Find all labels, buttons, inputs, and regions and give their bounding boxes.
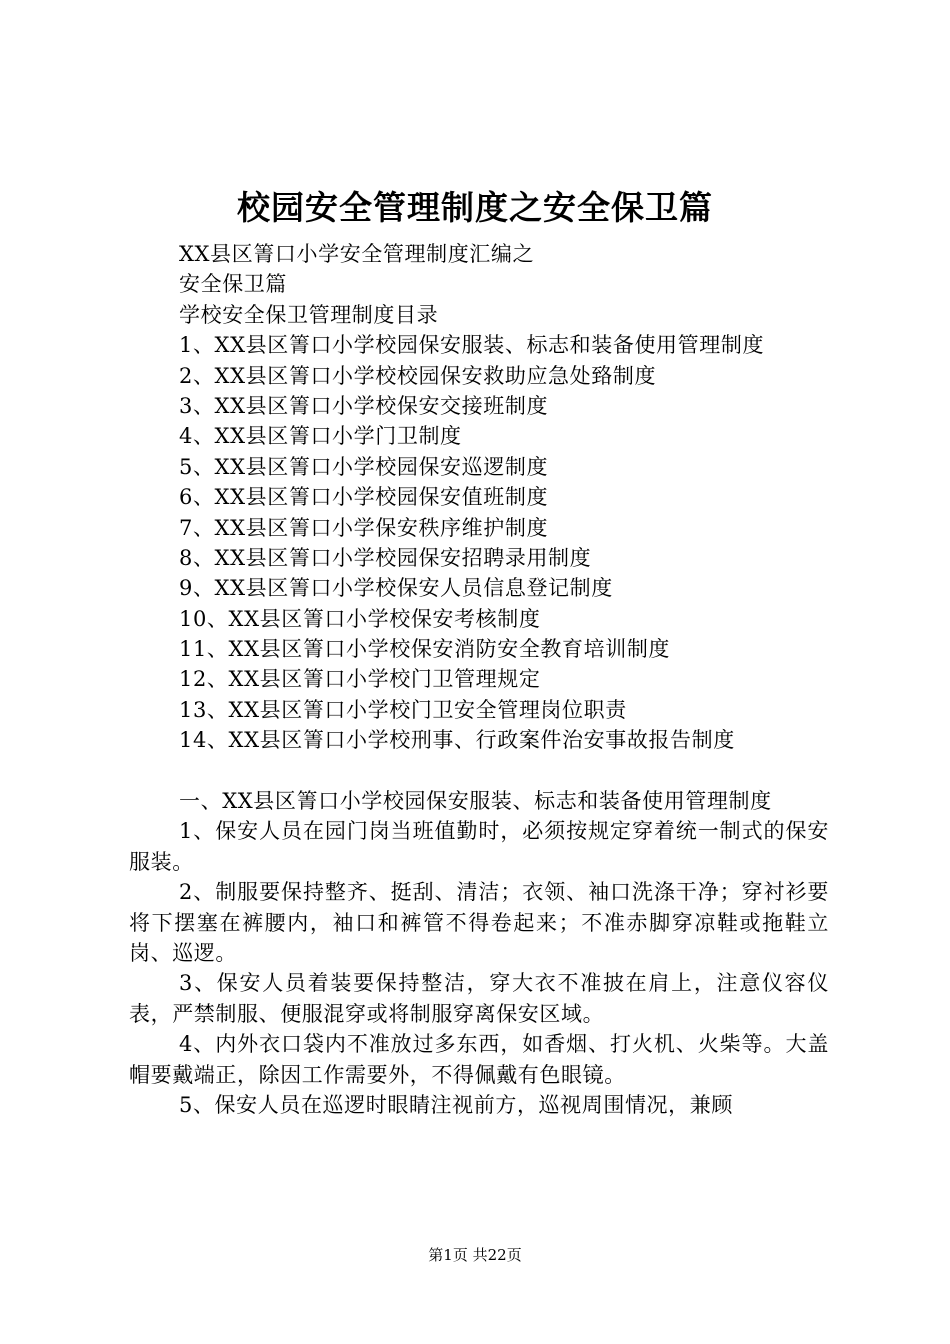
document-title: 校园安全管理制度之安全保卫篇: [237, 188, 713, 227]
document-body: [129, 239, 829, 1121]
toc-item: 11、XX县区箐口小学校保安消防安全教育培训制度: [179, 637, 671, 662]
toc-heading: 学校安全保卫管理制度目录: [179, 302, 439, 327]
toc-item: 9、XX县区箐口小学校保安人员信息登记制度: [179, 576, 613, 601]
toc-item: 3、XX县区箐口小学校保安交接班制度: [179, 393, 549, 418]
toc-item: 5、XX县区箐口小学校园保安巡逻制度: [179, 454, 549, 479]
paragraph: 5、保安人员在巡逻时眼睛注视前方，巡视周围情况，兼顾: [179, 1093, 733, 1118]
page-footer: 第1页 共22页: [428, 1246, 522, 1264]
blank-line: [129, 756, 829, 786]
intro-line: XX县区箐口小学安全管理制度汇编之: [179, 242, 535, 266]
toc-item: 6、XX县区箐口小学校园保安值班制度: [179, 485, 549, 510]
toc-item: 1、XX县区箐口小学校园保安服装、标志和装备使用管理制度: [179, 333, 765, 358]
toc-item: 4、XX县区箐口小学门卫制度: [179, 424, 462, 449]
paragraph: 2、制服要保持整齐、挺刮、清洁；衣领、袖口洗涤干净；穿衬衫要将下摆塞在裤腰内，袖口和裤管不得卷起来；不准赤脚穿凉鞋或拖鞋立岗、巡逻。: [129, 880, 829, 966]
toc-item: 8、XX县区箐口小学校园保安招聘录用制度: [179, 545, 592, 570]
toc-item: 7、XX县区箐口小学保安秩序维护制度: [179, 515, 549, 540]
paragraph: 1、保安人员在园门岗当班值勤时，必须按规定穿着统一制式的保安服装。: [129, 819, 829, 874]
intro-line: 安全保卫篇: [179, 272, 287, 297]
section-heading: 一、XX县区箐口小学校园保安服装、标志和装备使用管理制度: [179, 789, 772, 814]
toc-item: 14、XX县区箐口小学校刑事、行政案件治安事故报告制度: [179, 728, 735, 753]
toc-item: 12、XX县区箐口小学校门卫管理规定: [179, 667, 541, 692]
toc-item: 10、XX县区箐口小学校保安考核制度: [179, 606, 541, 631]
paragraph: 3、保安人员着装要保持整洁，穿大衣不准披在肩上，注意仪容仪表，严禁制服、便服混穿或将制服穿离保安区域。: [129, 971, 829, 1026]
toc-item: 13、XX县区箐口小学校门卫安全管理岗位职责: [179, 697, 627, 722]
paragraph: 4、内外衣口袋内不准放过多东西，如香烟、打火机、火柴等。大盖帽要戴端正，除因工作需要外，不得佩戴有色眼镜。: [129, 1032, 829, 1087]
toc-item: 2、XX县区箐口小学校校园保安救助应急处臵制度: [179, 363, 657, 388]
